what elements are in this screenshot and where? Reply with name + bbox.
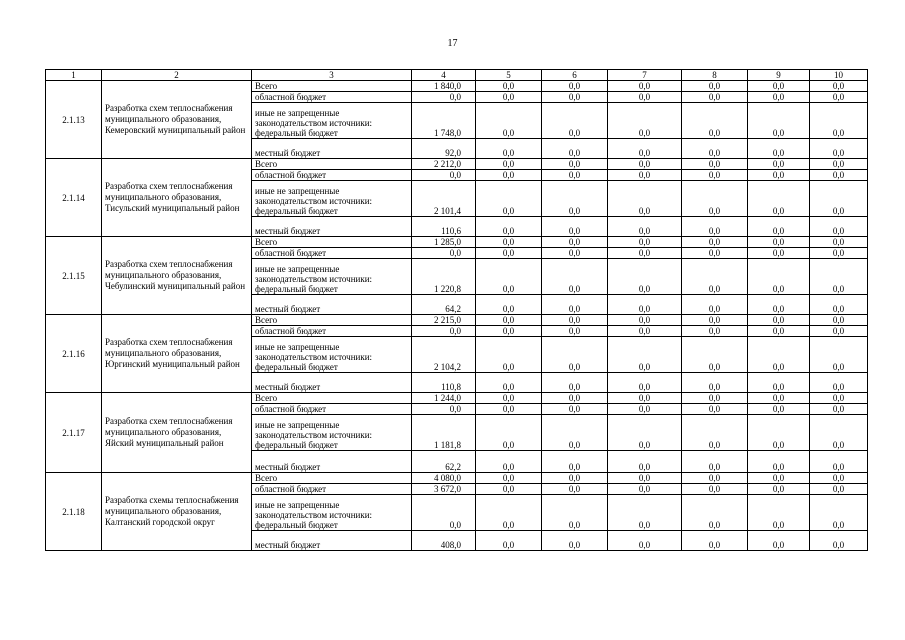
- source-label-other-line1: иные не запрещенные: [255, 420, 340, 430]
- value-cell: 0,0: [542, 92, 608, 103]
- source-label-other: [252, 259, 412, 295]
- item-code: 2.1.16: [46, 315, 102, 393]
- budget-table: [45, 69, 868, 551]
- value-cell: 0,0: [748, 531, 810, 551]
- source-label-regional: областной бюджет: [252, 404, 412, 415]
- value-cell: 0,0: [542, 393, 608, 404]
- value-cell: 0,0: [476, 404, 542, 415]
- value-cell: 0,0: [748, 473, 810, 484]
- value-cell: 0,0: [682, 337, 748, 373]
- source-label-other: [252, 181, 412, 217]
- value-cell: 1 244,0: [412, 393, 476, 404]
- value-cell: 0,0: [810, 248, 868, 259]
- source-label-other-line1: иные не запрещенные: [255, 186, 340, 196]
- source-label-local: местный бюджет: [252, 531, 412, 551]
- value-cell: 0,0: [748, 159, 810, 170]
- value-cell: 0,0: [608, 337, 682, 373]
- source-label-other-line2: законодательством источники:: [255, 196, 373, 206]
- value-cell: 0,0: [608, 237, 682, 248]
- value-cell: 0,0: [608, 181, 682, 217]
- value-cell: 0,0: [748, 103, 810, 139]
- source-label-total: Всего: [252, 81, 412, 92]
- value-cell: 0,0: [748, 315, 810, 326]
- value-cell: 0,0: [542, 315, 608, 326]
- source-label-other-line2: законодательством источники:: [255, 430, 373, 440]
- table-row-total: [46, 81, 868, 92]
- value-cell: 0,0: [542, 139, 608, 159]
- value-cell: 0,0: [682, 81, 748, 92]
- value-cell: 0,0: [542, 337, 608, 373]
- value-cell: 0,0: [476, 237, 542, 248]
- source-label-total: Всего: [252, 237, 412, 248]
- value-cell: 0,0: [412, 92, 476, 103]
- value-cell: 0,0: [412, 404, 476, 415]
- value-cell: 0,0: [542, 170, 608, 181]
- value-cell: 0,0: [608, 248, 682, 259]
- item-name: Разработка схем теплоснабжения муниципального образования, Чебулинский муниципальный район: [102, 237, 252, 315]
- value-cell: 0,0: [748, 92, 810, 103]
- value-cell: 0,0: [542, 531, 608, 551]
- value-cell: 0,0: [542, 484, 608, 495]
- value-cell: 0,0: [748, 451, 810, 473]
- item-code: 2.1.17: [46, 393, 102, 473]
- value-cell: 0,0: [810, 81, 868, 92]
- value-cell: 0,0: [542, 248, 608, 259]
- value-cell: 0,0: [412, 248, 476, 259]
- header-cell: 5: [476, 70, 542, 81]
- source-label-other-line1: иные не запрещенные: [255, 500, 340, 510]
- value-cell: 0,0: [542, 181, 608, 217]
- value-cell: 0,0: [476, 170, 542, 181]
- value-cell: 0,0: [476, 81, 542, 92]
- source-label-other: [252, 415, 412, 451]
- value-cell: 0,0: [748, 495, 810, 531]
- value-cell: 0,0: [476, 451, 542, 473]
- table-row-total: [46, 237, 868, 248]
- value-cell: 0,0: [810, 473, 868, 484]
- value-cell: 0,0: [810, 170, 868, 181]
- value-cell: 0,0: [476, 531, 542, 551]
- item-name: Разработка схем теплоснабжения муниципального образования, Юргинский муниципальный район: [102, 315, 252, 393]
- value-cell: 0,0: [810, 451, 868, 473]
- value-cell: 0,0: [608, 473, 682, 484]
- value-cell: 0,0: [412, 170, 476, 181]
- source-label-other-line2: законодательством источники:: [255, 118, 373, 128]
- value-cell: 0,0: [476, 315, 542, 326]
- value-cell: 0,0: [542, 259, 608, 295]
- value-cell: 0,0: [810, 159, 868, 170]
- value-cell: 0,0: [810, 295, 868, 315]
- value-cell: 0,0: [542, 404, 608, 415]
- value-cell: 0,0: [682, 159, 748, 170]
- value-cell: 2 212,0: [412, 159, 476, 170]
- source-label-total: Всего: [252, 315, 412, 326]
- header-cell: 10: [810, 70, 868, 81]
- source-label-local: местный бюджет: [252, 139, 412, 159]
- value-cell: 0,0: [476, 139, 542, 159]
- item-name: Разработка схемы теплоснабжения муниципального образования, Калтанский городской округ: [102, 473, 252, 551]
- value-cell: 0,0: [542, 495, 608, 531]
- value-cell: 0,0: [748, 415, 810, 451]
- header-row: [46, 70, 868, 81]
- value-cell: 0,0: [810, 373, 868, 393]
- value-cell: 0,0: [476, 373, 542, 393]
- value-cell: 0,0: [476, 484, 542, 495]
- value-cell: 0,0: [810, 103, 868, 139]
- value-cell: 0,0: [810, 217, 868, 237]
- value-cell: 0,0: [682, 495, 748, 531]
- source-label-regional: областной бюджет: [252, 170, 412, 181]
- value-cell: 0,0: [810, 259, 868, 295]
- value-cell: 0,0: [810, 404, 868, 415]
- value-cell: 0,0: [682, 415, 748, 451]
- source-label-regional: областной бюджет: [252, 92, 412, 103]
- value-cell: 0,0: [810, 484, 868, 495]
- value-cell: 0,0: [608, 451, 682, 473]
- value-cell: 0,0: [682, 181, 748, 217]
- value-cell: 0,0: [542, 473, 608, 484]
- source-label-total: Всего: [252, 393, 412, 404]
- value-cell: 408,0: [412, 531, 476, 551]
- value-cell: 0,0: [608, 393, 682, 404]
- item-name: Разработка схем теплоснабжения муниципального образования, Яйский муниципальный район: [102, 393, 252, 473]
- header-cell: 7: [608, 70, 682, 81]
- source-label-other: [252, 103, 412, 139]
- value-cell: 1 181,8: [412, 415, 476, 451]
- value-cell: 1 840,0: [412, 81, 476, 92]
- item-code: 2.1.15: [46, 237, 102, 315]
- value-cell: 0,0: [476, 103, 542, 139]
- value-cell: 0,0: [682, 315, 748, 326]
- value-cell: 1 220,8: [412, 259, 476, 295]
- source-label-other: [252, 495, 412, 531]
- source-label-federal: федеральный бюджет: [255, 440, 338, 450]
- page-number: 17: [447, 38, 458, 49]
- value-cell: 0,0: [682, 373, 748, 393]
- value-cell: 2 101,4: [412, 181, 476, 217]
- value-cell: 0,0: [748, 404, 810, 415]
- value-cell: 0,0: [748, 139, 810, 159]
- value-cell: 0,0: [682, 237, 748, 248]
- value-cell: 0,0: [810, 531, 868, 551]
- source-label-other: [252, 337, 412, 373]
- value-cell: 0,0: [682, 404, 748, 415]
- value-cell: 0,0: [608, 373, 682, 393]
- source-label-regional: областной бюджет: [252, 326, 412, 337]
- value-cell: 0,0: [682, 531, 748, 551]
- source-label-federal: федеральный бюджет: [255, 284, 338, 294]
- value-cell: 0,0: [476, 337, 542, 373]
- value-cell: 0,0: [608, 170, 682, 181]
- value-cell: 0,0: [608, 217, 682, 237]
- value-cell: 0,0: [412, 495, 476, 531]
- value-cell: 0,0: [748, 484, 810, 495]
- source-label-local: местный бюджет: [252, 373, 412, 393]
- value-cell: 0,0: [682, 473, 748, 484]
- value-cell: 0,0: [412, 326, 476, 337]
- item-name: Разработка схем теплоснабжения муниципального образования, Кемеровский муниципальный район: [102, 81, 252, 159]
- item-code: 2.1.18: [46, 473, 102, 551]
- value-cell: 0,0: [682, 484, 748, 495]
- source-label-federal: федеральный бюджет: [255, 362, 338, 372]
- value-cell: 0,0: [682, 259, 748, 295]
- source-label-federal: федеральный бюджет: [255, 520, 338, 530]
- value-cell: 0,0: [476, 92, 542, 103]
- value-cell: 0,0: [608, 415, 682, 451]
- value-cell: 110,6: [412, 217, 476, 237]
- value-cell: 0,0: [608, 404, 682, 415]
- value-cell: 0,0: [748, 170, 810, 181]
- value-cell: 0,0: [476, 326, 542, 337]
- source-label-federal: федеральный бюджет: [255, 206, 338, 216]
- value-cell: 1 285,0: [412, 237, 476, 248]
- item-code: 2.1.13: [46, 81, 102, 159]
- value-cell: 0,0: [476, 393, 542, 404]
- value-cell: 0,0: [748, 373, 810, 393]
- value-cell: 0,0: [682, 295, 748, 315]
- value-cell: 0,0: [542, 373, 608, 393]
- value-cell: 0,0: [542, 237, 608, 248]
- value-cell: 0,0: [748, 181, 810, 217]
- value-cell: 0,0: [608, 103, 682, 139]
- source-label-local: местный бюджет: [252, 451, 412, 473]
- header-cell: 6: [542, 70, 608, 81]
- value-cell: 0,0: [810, 326, 868, 337]
- value-cell: 0,0: [810, 237, 868, 248]
- value-cell: 0,0: [476, 495, 542, 531]
- value-cell: 0,0: [748, 81, 810, 92]
- value-cell: 0,0: [810, 139, 868, 159]
- source-label-total: Всего: [252, 473, 412, 484]
- source-label-other-line2: законодательством источники:: [255, 352, 373, 362]
- value-cell: 0,0: [810, 181, 868, 217]
- table-row-total: [46, 315, 868, 326]
- value-cell: 0,0: [608, 531, 682, 551]
- value-cell: 4 080,0: [412, 473, 476, 484]
- header-cell: 8: [682, 70, 748, 81]
- item-code: 2.1.14: [46, 159, 102, 237]
- value-cell: 0,0: [748, 337, 810, 373]
- header-cell: 1: [46, 70, 102, 81]
- value-cell: 0,0: [542, 326, 608, 337]
- source-label-other-line1: иные не запрещенные: [255, 264, 340, 274]
- value-cell: 0,0: [748, 217, 810, 237]
- value-cell: 0,0: [748, 248, 810, 259]
- value-cell: 0,0: [682, 393, 748, 404]
- value-cell: 0,0: [542, 295, 608, 315]
- value-cell: 0,0: [542, 217, 608, 237]
- value-cell: 0,0: [682, 451, 748, 473]
- source-label-other-line2: законодательством источники:: [255, 274, 373, 284]
- source-label-local: местный бюджет: [252, 217, 412, 237]
- value-cell: 0,0: [542, 103, 608, 139]
- value-cell: 0,0: [608, 484, 682, 495]
- value-cell: 64,2: [412, 295, 476, 315]
- value-cell: 0,0: [608, 81, 682, 92]
- source-label-other-line2: законодательством источники:: [255, 510, 373, 520]
- source-label-regional: областной бюджет: [252, 248, 412, 259]
- value-cell: 0,0: [748, 326, 810, 337]
- table-row-total: [46, 473, 868, 484]
- table-row-total: [46, 159, 868, 170]
- value-cell: 0,0: [608, 315, 682, 326]
- value-cell: 0,0: [748, 295, 810, 315]
- value-cell: 0,0: [476, 181, 542, 217]
- value-cell: 2 104,2: [412, 337, 476, 373]
- item-name: Разработка схем теплоснабжения муниципального образования, Тисульский муниципальный район: [102, 159, 252, 237]
- source-label-regional: областной бюджет: [252, 484, 412, 495]
- value-cell: 0,0: [810, 415, 868, 451]
- value-cell: 0,0: [810, 393, 868, 404]
- value-cell: 0,0: [810, 337, 868, 373]
- header-cell: 3: [252, 70, 412, 81]
- value-cell: 0,0: [476, 295, 542, 315]
- value-cell: 0,0: [682, 326, 748, 337]
- value-cell: 0,0: [682, 248, 748, 259]
- value-cell: 0,0: [608, 259, 682, 295]
- value-cell: 0,0: [476, 217, 542, 237]
- value-cell: 92,0: [412, 139, 476, 159]
- value-cell: 0,0: [608, 495, 682, 531]
- value-cell: 110,8: [412, 373, 476, 393]
- source-label-other-line1: иные не запрещенные: [255, 108, 340, 118]
- value-cell: 0,0: [542, 451, 608, 473]
- value-cell: 0,0: [542, 159, 608, 170]
- value-cell: 0,0: [476, 159, 542, 170]
- value-cell: 0,0: [810, 315, 868, 326]
- header-cell: 4: [412, 70, 476, 81]
- value-cell: 0,0: [748, 393, 810, 404]
- value-cell: 0,0: [476, 473, 542, 484]
- source-label-other-line1: иные не запрещенные: [255, 342, 340, 352]
- value-cell: 0,0: [542, 415, 608, 451]
- value-cell: 0,0: [682, 170, 748, 181]
- table-row-total: [46, 393, 868, 404]
- value-cell: 0,0: [608, 326, 682, 337]
- value-cell: 0,0: [682, 92, 748, 103]
- header-cell: 9: [748, 70, 810, 81]
- value-cell: 62,2: [412, 451, 476, 473]
- value-cell: 0,0: [682, 103, 748, 139]
- header-cell: 2: [102, 70, 252, 81]
- value-cell: 0,0: [748, 259, 810, 295]
- value-cell: 0,0: [476, 259, 542, 295]
- value-cell: 0,0: [608, 92, 682, 103]
- value-cell: 0,0: [476, 415, 542, 451]
- value-cell: 0,0: [682, 139, 748, 159]
- value-cell: 0,0: [810, 92, 868, 103]
- source-label-federal: федеральный бюджет: [255, 128, 338, 138]
- value-cell: 0,0: [608, 159, 682, 170]
- value-cell: 0,0: [810, 495, 868, 531]
- value-cell: 3 672,0: [412, 484, 476, 495]
- value-cell: 2 215,0: [412, 315, 476, 326]
- value-cell: 0,0: [682, 217, 748, 237]
- value-cell: 0,0: [748, 237, 810, 248]
- value-cell: 1 748,0: [412, 103, 476, 139]
- value-cell: 0,0: [608, 295, 682, 315]
- value-cell: 0,0: [476, 248, 542, 259]
- value-cell: 0,0: [608, 139, 682, 159]
- source-label-total: Всего: [252, 159, 412, 170]
- value-cell: 0,0: [542, 81, 608, 92]
- source-label-local: местный бюджет: [252, 295, 412, 315]
